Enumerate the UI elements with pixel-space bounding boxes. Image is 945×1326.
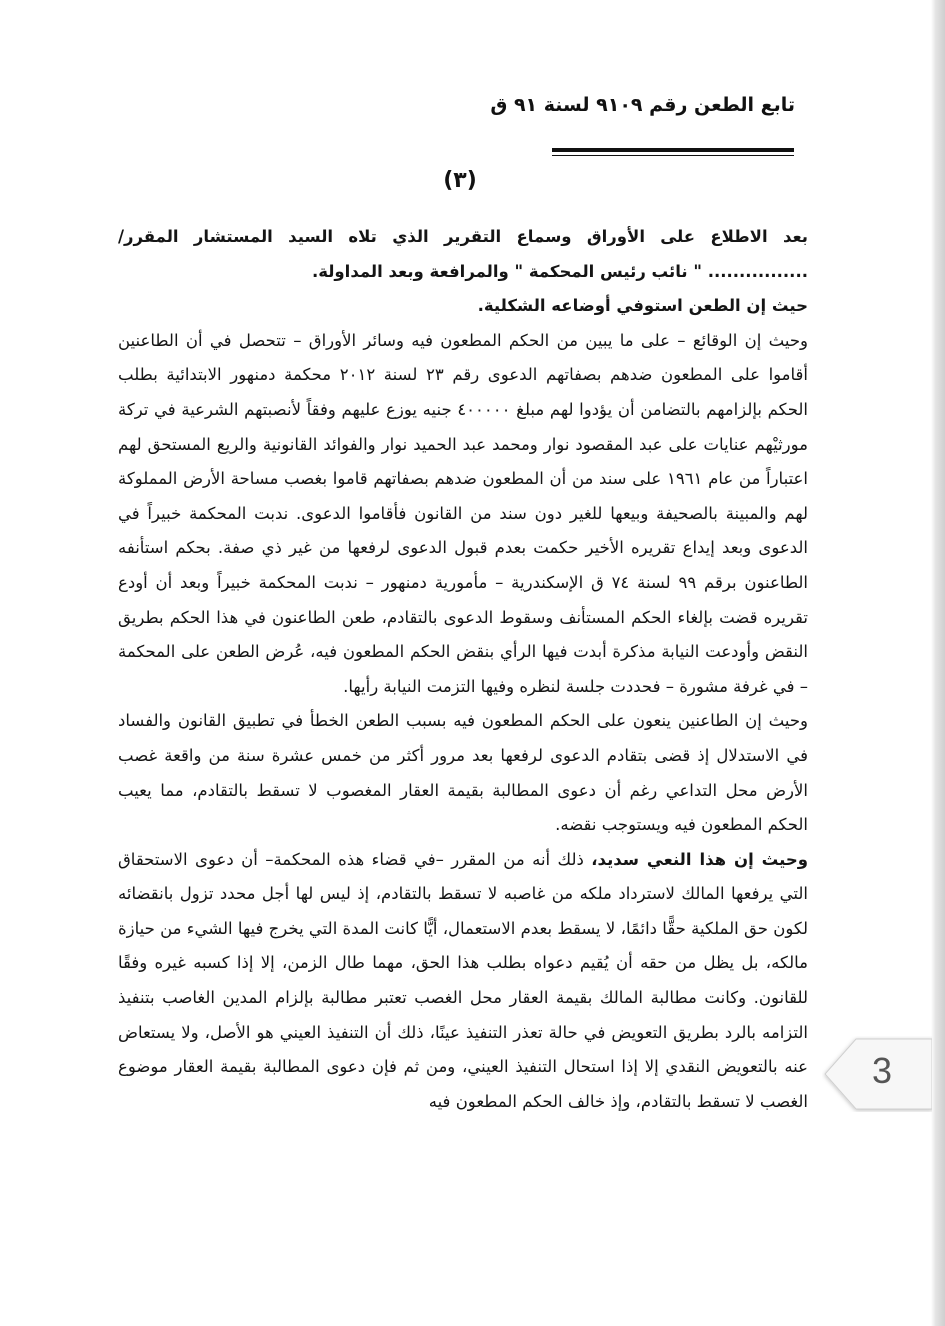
- page-tab-number: 3: [871, 1050, 893, 1091]
- paragraph-appeal-grounds: وحيث إن الطاعنين ينعون على الحكم المطعون فيه بسبب الطعن الخطأ في تطبيق القانون والفساد في الاستدلال إذ قضى بتقادم الدعوى لرفعها بعد مرور أكثر من خمس عشرة سنة من واقعة غصب الأرض محل التداعي رغم أن دعوى المطالبة بقيمة العقار المغصوب لا تسقط بالتقادم، مما يعيب الحكم المطعون فيه ويستوجب نقضه.: [118, 711, 808, 835]
- header-rule-thin: [552, 155, 794, 156]
- paragraph-court-reasoning: [118, 843, 808, 1120]
- paragraph-review-statement: بعد الاطلاع على الأوراق وسماع التقرير الذي تلاه السيد المستشار المقرر/ ................ " نائب رئيس المحكمة " والمرافعة وبعد المداولة.: [118, 227, 808, 281]
- paragraph-facts: وحيث إن الوقائع – على ما يبين من الحكم المطعون فيه وسائر الأوراق – تتحصل في أن الطاعنين أقاموا على المطعون ضدهم بصفاتهم الدعوى رقم ٢٣ لسنة ٢٠١٢ محكمة دمنهور الابتدائية بطلب الحكم بإلزامهم بالتضامن أن يؤدوا لهم مبلغ ٤٠٠٠٠٠ جنيه يوزع عليهم وفقاً لأنصبتهم الشرعية في تركة مورثيْهم عنايات على عبد المقصود نوار ومحمد عبد الحميد نوار والفوائد القانونية والريع المستحق لهم اعتباراً من عام ١٩٦١ على سند من أن المطعون ضدهم بصفاتهم قاموا بغصب مساحة الأرض المملوكة لهم والمبينة بالصحيفة وبيعها للغير دون سند من القانون فأقاموا الدعوى. ندبت المحكمة خبيراً في الدعوى وبعد إيداع تقريره الأخير حكمت بعدم قبول الدعوى لرفعها من غير ذي صفة. بحكم استأنفه الطاعنون برقم ٩٩ لسنة ٧٤ ق الإسكندرية – مأمورية دمنهور – ندبت المحكمة خبيراً وبعد أن أودع تقريره قضت بإلغاء الحكم المستأنف وسقوط الدعوى بالتقادم، طعن الطاعنون في هذا الحكم بطريق النقض وأودعت النيابة مذكرة أبدت فيها الرأي بنقض الحكم المطعون فيه، عُرض الطعن على المحكمة – في غرفة مشورة – فحددت جلسة لنظره وفيها التزمت النيابة رأيها.: [118, 330, 809, 696]
- case-header-title: تابع الطعن رقم ٩١٠٩ لسنة ٩١ ق: [490, 94, 795, 116]
- page-indicator-tab[interactable]: [822, 1036, 932, 1112]
- page-edge-shadow: [931, 0, 945, 1326]
- judgment-body: [118, 220, 808, 1119]
- reasoning-lead: وحيث إن هذا النعي سديد،: [591, 849, 808, 869]
- paragraph-formal-acceptance: حيث إن الطعن استوفي أوضاعه الشكلية.: [477, 296, 808, 316]
- header-rule-thick: [552, 148, 794, 152]
- page-number-label: (٣): [443, 168, 477, 193]
- reasoning-text: ذلك أنه من المقرر –في قضاء هذه المحكمة– أن دعوى الاستحقاق التي يرفعها المالك لاسترداد ملكه من غاصبه لا تسقط بالتقادم، إذ ليس لها أجل محدد تزول بانقضائه لكون حق الملكية حقًّا دائمًا، لا يسقط بعدم الاستعمال، أيًّا كانت المدة التي يخرج فيها الشيء من حيازة مالكه، بل يظل من حقه أن يُقيم دعواه بطلب هذا الحق، مهما طال الزمن، إلا إذا كسبه غيره وفقًا للقانون. وكانت مطالبة المالك بقيمة العقار محل الغصب تعتبر مطالبة بإلزام المدين الغاصب بتنفيذ التزامه بالرد بطريق التعويض في حالة تعذر التنفيذ عينًا، ذلك أن التنفيذ العيني هو الأصل، ولا يستعاض عنه بالتعويض النقدي إلا إذا استحال التنفيذ العيني، ومن ثم فإن دعوى المطالبة بقيمة العقار موضوع الغصب لا تسقط بالتقادم، وإذ خالف الحكم المطعون فيه: [118, 849, 808, 1111]
